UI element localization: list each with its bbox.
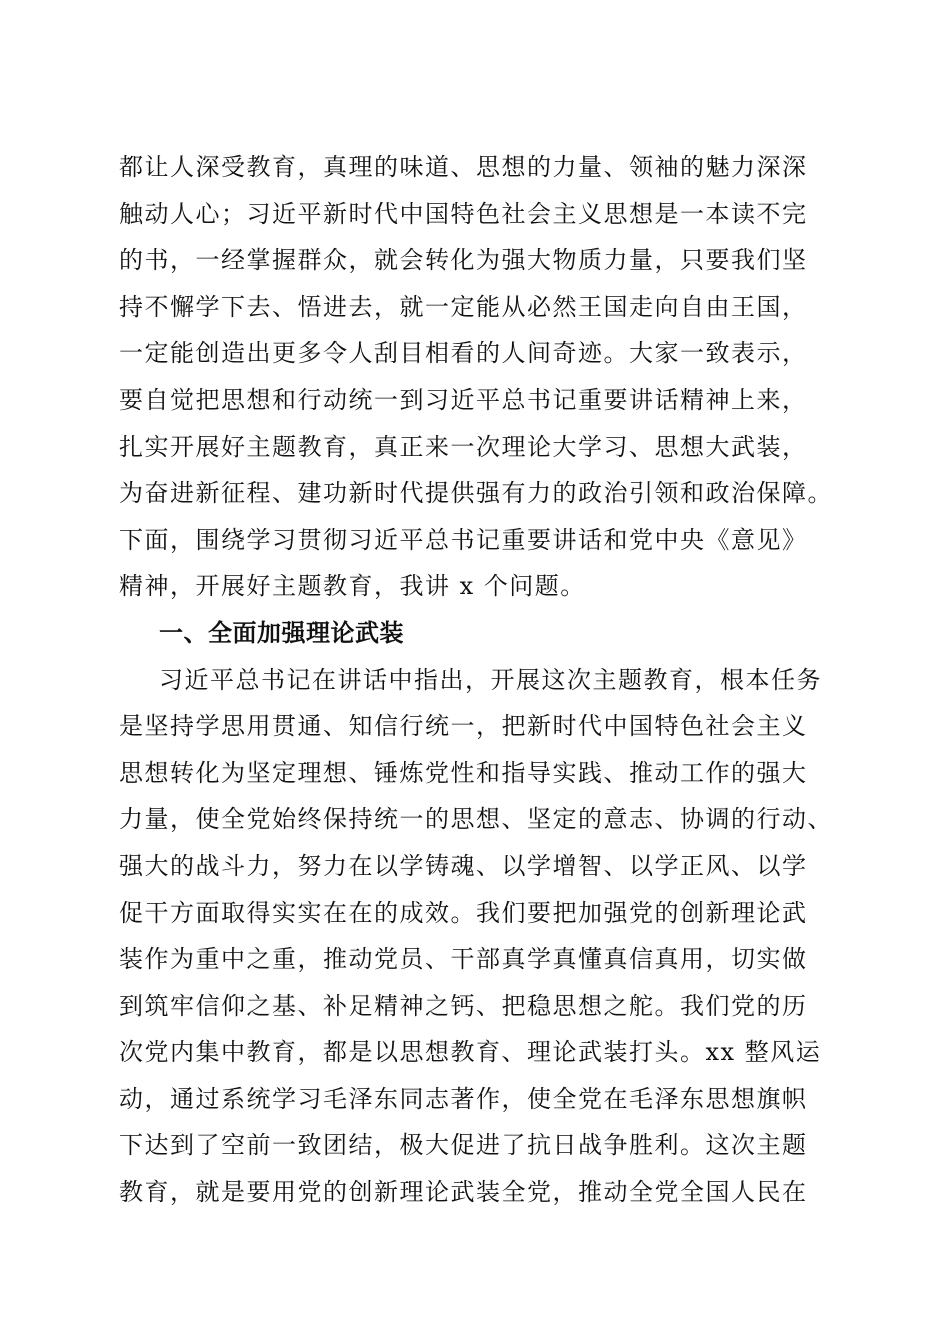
section-heading: 一、全面加强理论武装 [159, 618, 404, 647]
paragraph-line: 教育，就是要用党的创新理论武装全党，推动全党全国人民在 [119, 1178, 808, 1207]
paragraph-line: 要自觉把思想和行动统一到习近平总书记重要讲话精神上来， [119, 385, 808, 414]
paragraph-line: 到筑牢信仰之基、补足精神之钙、把稳思想之舵。我们党的历 [119, 991, 808, 1020]
paragraph-line: 强大的战斗力，努力在以学铸魂、以学增智、以学正风、以学 [119, 851, 808, 880]
paragraph-line: 下面，围绕学习贯彻习近平总书记重要讲话和党中央《意见》 [119, 525, 808, 554]
paragraph-line: 思想转化为坚定理想、锤炼党性和指导实践、推动工作的强大 [119, 758, 808, 787]
paragraph-line: 的书，一经掌握群众，就会转化为强大物质力量，只要我们坚 [119, 246, 808, 275]
paragraph-line: 动，通过系统学习毛泽东同志著作，使全党在毛泽东思想旗帜 [119, 1084, 808, 1113]
paragraph-line: 触动人心；习近平新时代中国特色社会主义思想是一本读不完 [119, 199, 808, 228]
document-body [119, 144, 859, 1216]
paragraph-line: 力量，使全党始终保持统一的思想、坚定的意志、协调的行动、 [119, 805, 833, 834]
paragraph-line: 是坚持学思用贯通、知信行统一，把新时代中国特色社会主义 [119, 712, 808, 741]
paragraph-line: 下达到了空前一致团结，极大促进了抗日战争胜利。这次主题 [119, 1131, 808, 1160]
paragraph-line: 精神，开展好主题教育，我讲 x 个问题。 [119, 572, 586, 601]
paragraph-line: 习近平总书记在讲话中指出，开展这次主题教育，根本任务 [159, 665, 822, 694]
paragraph-line: 一定能创造出更多令人刮目相看的人间奇迹。大家一致表示， [119, 339, 808, 368]
paragraph-line: 持不懈学下去、悟进去，就一定能从必然王国走向自由王国， [119, 292, 808, 321]
paragraph-line: 促干方面取得实实在在的成效。我们要把加强党的创新理论武 [119, 898, 808, 927]
paragraph-line: 扎实开展好主题教育，真正来一次理论大学习、思想大武装， [119, 432, 808, 461]
paragraph-line: 都让人深受教育，真理的味道、思想的力量、领袖的魅力深深 [119, 153, 808, 181]
paragraph-line: 装作为重中之重，推动党员、干部真学真懂真信真用，切实做 [119, 945, 808, 974]
paragraph-line: 次党内集中教育，都是以思想教育、理论武装打头。xx 整风运 [119, 1038, 822, 1067]
paragraph-line: 为奋进新征程、建功新时代提供强有力的政治引领和政治保障。 [119, 479, 833, 508]
